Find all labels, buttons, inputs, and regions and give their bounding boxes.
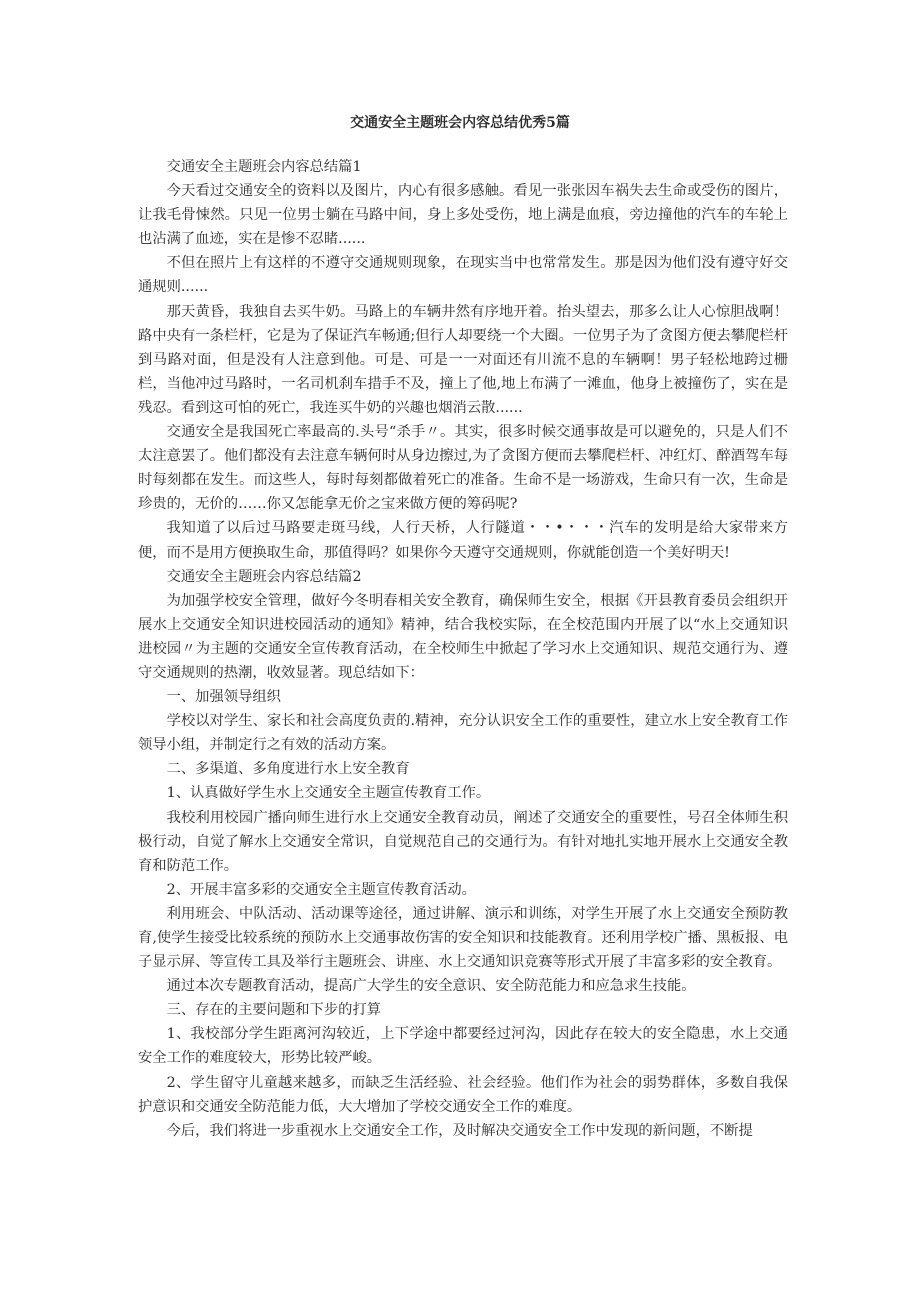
subsection-heading: 三、存在的主要问题和下步的打算 — [166, 1002, 382, 1019]
numbered-item: 1、认真做好学生水上交通安全主题宣传教育工作。 — [166, 785, 491, 802]
subsection-heading: 二、多渠道、多角度进行水上安全教育 — [166, 761, 410, 778]
paragraph: 今后，我们将进一步重视水上交通安全工作，及时解决交通安全工作中发现的新问题，不断提 — [166, 1122, 753, 1139]
paragraph: 学校以对学生、家长和社会高度负责的.精神，充分认识安全工作的重要性，建立水上安全教育工作领导小组，并制定行之有效的活动方案。 — [138, 713, 788, 754]
paragraph: 为加强学校安全管理，做好今冬明春相关安全教育，确保师生安全，根据《开县教育委员会组织开展水上交通安全知识进校园活动的通知》精神，结合我校实际，在全校范围内开展了以“水上交通知识进校园〃为主题的交通安全宣传教育活动，在全校师生中掀起了学习水上交通知识、规范交通行为、遵守交通规则的热潮，收效显著。现总结如下： — [138, 592, 788, 681]
paragraph: 今天看过交通安全的资料以及图片，内心有很多感触。看见一张张因车祸失去生命或受伤的图片，让我毛骨悚然。只见一位男士躺在马路中间，身上多处受伤，地上满是血痕，旁边撞他的汽车的车轮上也沾满了血迹，实在是惨不忍睹...... — [138, 183, 788, 248]
paragraph: 那天黄昏，我独自去买牛奶。马路上的车辆井然有序地开着。抬头望去，那多么让人心惊胆战啊！路中央有一条栏杆，它是为了保证汽车畅通;但行人却要绕一个大圈。一位男子为了贪图方便去攀爬栏杆到马路对面，但是没有人注意到他。可是、可是一一对面还有川流不息的车辆啊！男子轻松地跨过栅栏，当他冲过马路时，一名司机刹车措手不及，撞上了他,地上布满了一滩血，他身上被撞伤了，实在是残忍。看到这可怕的死亡，我连买牛奶的兴趣也烟消云散...... — [138, 303, 788, 416]
numbered-item: 2、学生留守儿童越来越多，而缺乏生活经验、社会经验。他们作为社会的弱势群体，多数自我保护意识和交通安全防范能力低，大大增加了学校交通安全工作的难度。 — [138, 1074, 788, 1115]
paragraph: 利用班会、中队活动、活动课等途径，通过讲解、演示和训练，对学生开展了水上交通安全预防教育,使学生接受比较系统的预防水上交通事故伤害的安全知识和技能教育。还利用学校广播、黑板报、电子显示屏、等宣传工具及举行主题班会、讲座、水上交通知识竞赛等形式开展了丰富多彩的安全教育。 — [138, 905, 788, 971]
subsection-heading: 一、加强领导组织 — [166, 689, 281, 706]
document-body — [138, 155, 788, 1143]
numbered-item: 2、开展丰富多彩的交通安全主题宣传教育活动。 — [166, 881, 476, 898]
paragraph: 交通安全是我国死亡率最高的.头号“杀手〃。其实，很多时候交通事故是可以避免的，只是人们不太注意罢了。他们都没有去注意车辆何时从身边擦过,为了贪图方便而去攀爬栏杆、冲红灯、醉酒驾车每时每刻都在发生。而这些人，每时每刻都做着死亡的准备。生命不是一场游戏，生命只有一次，生命是珍贵的，无价的……你又怎能拿无价之宝来做方便的筹码呢? — [138, 424, 788, 513]
paragraph: 不但在照片上有这样的不遵守交通规则现象，在现实当中也常常发生。那是因为他们没有遵守好交通规则...... — [138, 255, 788, 296]
section-heading: 交通安全主题班会内容总结篇1 — [166, 159, 362, 175]
numbered-item: 1、我校部分学生距离河沟较近，上下学途中都要经过河沟，因此存在较大的安全隐患，水上交通安全工作的难度较大，形势比较严峻。 — [138, 1026, 788, 1067]
paragraph: 通过本次专题教育活动，提高广大学生的安全意识、安全防范能力和应急求生技能。 — [166, 978, 696, 995]
paragraph: 我知道了以后过马路要走斑马线，人行天桥，人行隧道・・•・・・汽车的发明是给大家带来方便，而不是用方便换取生命，那值得吗？如果你今天遵守交通规则，你就能创造一个美好明天! — [138, 520, 788, 561]
paragraph: 我校利用校园广播向师生进行水上交通安全教育动员，阐述了交通安全的重要性，号召全体师生积极行动，自觉了解水上交通安全常识，自觉规范自己的交通行为。有针对地扎实地开展水上交通安全教育和防范工作。 — [138, 809, 788, 874]
document-title: 交通安全主题班会内容总结优秀5篇 — [350, 115, 570, 131]
section-heading: 交通安全主题班会内容总结篇2 — [166, 568, 362, 585]
